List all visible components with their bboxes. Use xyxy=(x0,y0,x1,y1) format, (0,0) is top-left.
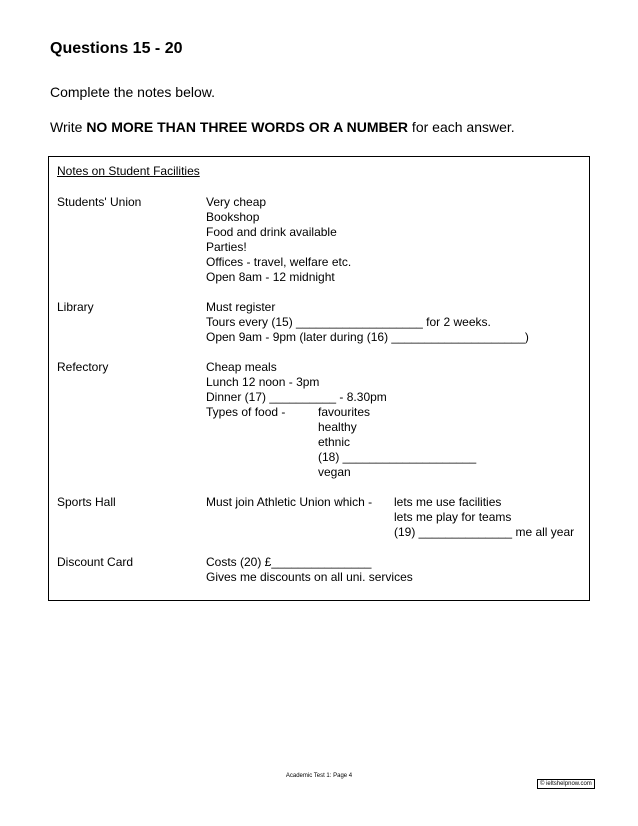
word-limit-instruction xyxy=(50,119,515,135)
question-17-line: Dinner (17) __________ - 8.30pm xyxy=(206,390,387,404)
sports-hall-benefit: lets me play for teams xyxy=(394,510,512,524)
sports-hall-lead: Must join Athletic Union which - xyxy=(206,495,373,509)
category-refectory: Refectory xyxy=(57,360,109,374)
students-union-line: Bookshop xyxy=(206,210,260,224)
question-15-line: Tours every (15) ___________________ for 2 weeks. xyxy=(206,315,491,329)
word-limit-bold: NO MORE THAN THREE WORDS OR A NUMBER xyxy=(86,119,409,135)
page-title: Questions 15 - 20 xyxy=(50,40,183,57)
library-line: Must register xyxy=(206,300,276,314)
notes-title: Notes on Student Facilities xyxy=(57,164,200,178)
instruction-text: Complete the notes below. xyxy=(50,84,215,100)
students-union-line: Open 8am - 12 midnight xyxy=(206,270,335,284)
category-students-union: Students' Union xyxy=(57,195,142,209)
category-sports-hall: Sports Hall xyxy=(57,495,116,509)
students-union-line: Offices - travel, welfare etc. xyxy=(206,255,352,269)
page-footer: Academic Test 1: Page 4 xyxy=(285,773,353,779)
question-16-line: Open 9am - 9pm (later during (16) ____________________) xyxy=(206,330,529,344)
discount-card-line: Gives me discounts on all uni. services xyxy=(206,570,413,584)
refectory-line: Cheap meals xyxy=(206,360,277,374)
question-19-line: (19) ______________ me all year xyxy=(394,525,575,539)
word-limit-prefix: Write xyxy=(50,119,87,135)
students-union-line: Very cheap xyxy=(206,195,267,209)
question-20-line: Costs (20) £_______________ xyxy=(206,555,372,569)
category-discount-card: Discount Card xyxy=(57,555,134,569)
students-union-line: Parties! xyxy=(206,240,247,254)
food-type-item: vegan xyxy=(318,465,351,479)
food-type-item: healthy xyxy=(318,420,357,434)
food-type-item: ethnic xyxy=(318,435,351,449)
question-18-line: (18) ____________________ xyxy=(318,450,477,464)
word-limit-suffix: for each answer. xyxy=(408,119,515,135)
category-library: Library xyxy=(57,300,94,314)
sports-hall-benefit: lets me use facilities xyxy=(394,495,502,509)
copyright-badge: © ieltshelpnow.com xyxy=(537,779,595,789)
refectory-line: Lunch 12 noon - 3pm xyxy=(206,375,320,389)
food-type-item: favourites xyxy=(318,405,371,419)
refectory-food-types-label: Types of food - xyxy=(206,405,286,419)
students-union-line: Food and drink available xyxy=(206,225,337,239)
